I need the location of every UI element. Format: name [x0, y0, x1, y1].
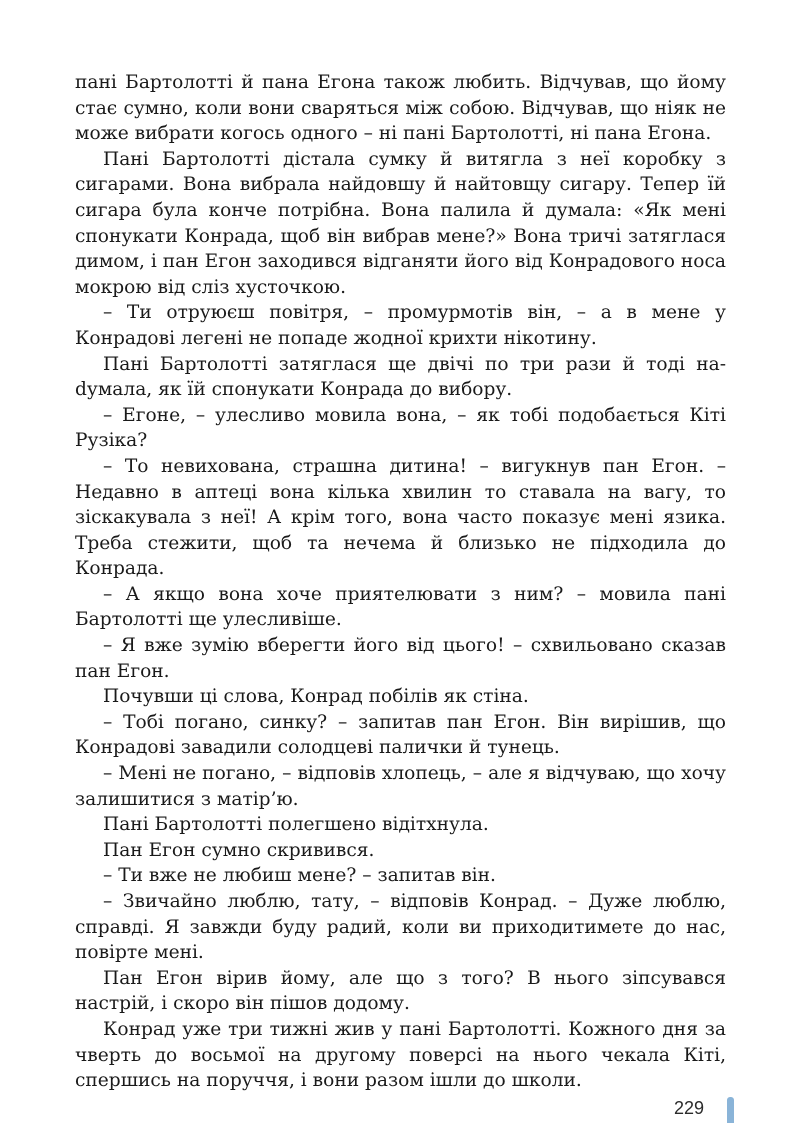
paragraph: – Тобі погано, синку? – запитав пан Егон. Він вирішив, що Конрадові завадили солодцеві палички й тунець. — [75, 711, 726, 759]
paragraph: – Я вже зумію вберегти його від цього! – схвильовано сказав пан Егон. — [75, 635, 726, 682]
paragraph: – Егоне, – улесливо мовила вона, – як тобі подобається Кіті Рузіка? — [75, 404, 726, 452]
paragraph: Почувши ці слова, Конрад побілів як стіна. — [103, 686, 529, 708]
paragraph: – Звичайно люблю, тату, – відповів Конрад. – Дуже люблю, справді. Я завжди буду радий, коли ви приходитимете до нас, повірте мені. — [75, 891, 726, 964]
page-number: 229 — [674, 1098, 705, 1118]
paragraph: Пані Бартолотті полегшено відітхнула. — [103, 814, 489, 836]
page-text — [75, 70, 726, 1094]
paragraph: – Мені не погано, – відповів хлопець, – але я відчуваю, що хочу залишитися з матір’ю. — [75, 763, 726, 810]
paragraph: Пан Егон сумно скривився. — [103, 839, 375, 861]
paragraph: – Ти отруюєш повітря, – промурмотів він, – а в мене у Конрадові легені не попаде жодної крихти нікотину. — [75, 302, 726, 349]
paragraph: – То невихована, страшна дитина! – вигукнув пан Егон. – Недавно в аптеці вона кілька хвилин то ставала на вагу, то зіскакувала з неї! А крім того, вона часто показує мені язика. Треба стежити, щоб та нечема й близько не підходила до Конрада. — [75, 455, 726, 580]
paragraph: Пані Бартолотті дістала сумку й витягла з неї коробку з сигарами. Вона вибрала найдовшу й найтовщу сигару. Тепер їй сигара була конче потрібна. Вона палила й думала: «Як мені спонукати Конрада, щоб він вибрав мене?» Вона тричі затяглася димом, і пан Егон заходився відганяти його від Конрадового носа мокрою від сліз хусточкою. — [75, 148, 726, 298]
page-edge-marker — [727, 1097, 734, 1123]
paragraph: Конрад уже три тижні жив у пані Бартолотті. Кожного дня за чверть до восьмої на другому поверсі на нього чекала Кіті, спершись на поруччя, і вони разом ішли до школи. — [75, 1018, 726, 1092]
paragraph: – Ти вже не любиш мене? – запитав він. — [103, 865, 496, 887]
paragraph: Пан Егон вірив йому, але що з того? В нього зіпсувався настрій, і скоро він пішов додому. — [75, 967, 726, 1015]
paragraph: – А якщо вона хоче приятелювати з ним? – мовила пані Бартолотті ще улесливіше. — [75, 583, 726, 631]
paragraph: пані Бартолотті й пана Егона також любить. Відчував, що йому стає сумно, коли вони сваряться між собою. Відчував, що ніяк не може вибрати когось одного – ні пані Бартолотті, ні пана Егона. — [75, 72, 726, 145]
paragraph: Пані Бартолотті затяглася ще двічі по три рази й тоді наdумала, як їй спонукати Конрада до вибору. — [75, 353, 726, 401]
